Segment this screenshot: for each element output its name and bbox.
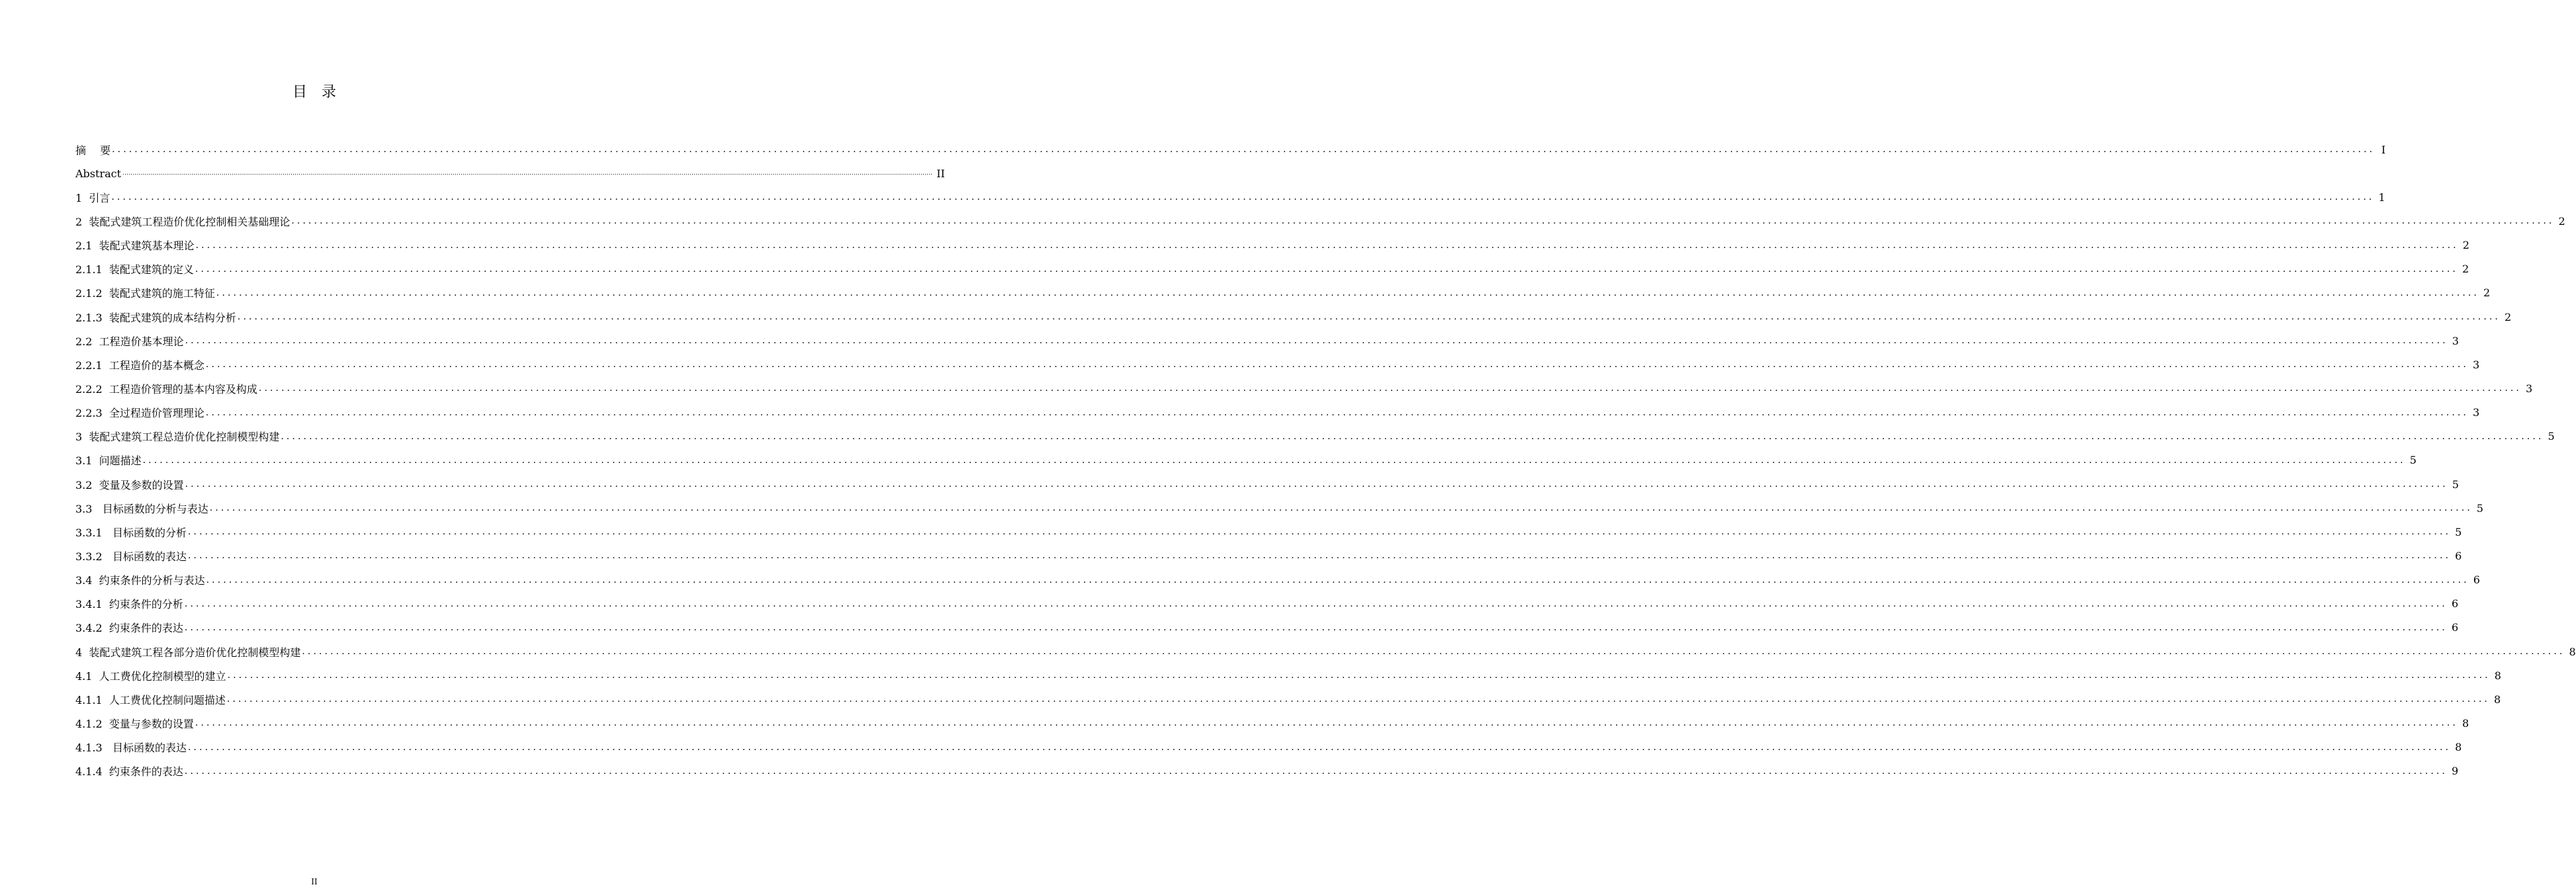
toc-entry-label: 3.3.2 目标函数的表达: [75, 548, 187, 564]
toc-entry-page: 5: [2452, 478, 2459, 491]
toc-entry-label: 3.4 约束条件的分析与表达: [75, 572, 206, 587]
table-of-contents: [75, 138, 2576, 783]
toc-entry-page: 8: [2569, 645, 2576, 658]
toc-entry-label: 4.1.3 目标函数的表达: [75, 740, 187, 755]
toc-entry-label: 2.2 工程造价基本理论: [75, 333, 185, 349]
dot-leader: ................................................................................................................................................................................................................................................................................................................................................................................................................: [205, 359, 2469, 370]
toc-entry[interactable]: [75, 520, 2462, 544]
toc-entry[interactable]: [75, 161, 945, 185]
toc-entry-label: 2.1.2 装配式建筑的施工特征: [75, 285, 216, 300]
toc-entry[interactable]: [75, 472, 2459, 496]
dot-leader: ................................................................................................................................................................................................................................................................................................................................................................................................................: [209, 503, 2473, 514]
dot-leader: ................................................................................................................................................................................................................................................................................................................................................................................................................: [226, 694, 2490, 705]
toc-entry-label: Abstract: [75, 167, 122, 180]
dot-leader: ................................................................................................................................................................................................................................................................................................................................................................................................................: [216, 287, 2479, 298]
dot-leader: ................................................................................................................................................................................................................................................................................................................................................................................................................: [187, 741, 2452, 753]
dot-leader: ................................................................................................................................................................................................................................................................................................................................................................................................................: [237, 312, 2501, 323]
dot-leader: ................................................................................................................................................................................................................................................................................................................................................................................................................: [195, 239, 2459, 251]
toc-entry[interactable]: [75, 305, 2512, 329]
dot-leader: ................................................................................................................................................................................................................................................................................................................................................................................................................: [142, 454, 2406, 466]
toc-entry[interactable]: [75, 353, 2480, 376]
dot-leader: ................................................................................................................................................................................................................................................................................................................................................................................................................: [184, 765, 2448, 777]
toc-entry[interactable]: [75, 568, 2480, 592]
toc-entry-page: 8: [2493, 693, 2501, 706]
toc-entry-label: 2.2.3 全过程造价管理理论: [75, 405, 205, 420]
toc-entry-label: 3.3.1 目标函数的分析: [75, 525, 187, 540]
dot-leader: ................................................................................................................................................................................................................................................................................................................................................................................................................: [195, 718, 2458, 729]
toc-entry-label: 4 装配式建筑工程各部分造价优化控制模型构建: [75, 644, 301, 659]
dot-leader: ................................................................................................................................................................................................................................................................................................................................................................................................................: [184, 622, 2448, 633]
toc-entry[interactable]: [75, 687, 2501, 711]
toc-entry-label: 3 装配式建筑工程总造价优化控制模型构建: [75, 429, 280, 444]
toc-entry[interactable]: [75, 329, 2459, 353]
dot-leader: ................................................................................................................................................................................................................................................................................................................................................................................................................: [227, 670, 2491, 681]
toc-entry-label: 3.2 变量及参数的设置: [75, 477, 185, 492]
dot-leader: ................................................................................................................................................................................................................................................................................................................................................................................................................: [111, 192, 2375, 203]
toc-entry-page: 6: [2451, 597, 2459, 611]
toc-entry[interactable]: [75, 616, 2459, 640]
toc-entry[interactable]: [75, 209, 2565, 233]
toc-entry-page: 3: [2472, 406, 2480, 419]
dot-leader: ................................................................................................................................................................................................................................................................................................................................................................................................................: [302, 646, 2565, 657]
toc-entry-page: 3: [2452, 334, 2459, 347]
toc-entry-label: 2.1 装配式建筑基本理论: [75, 237, 195, 253]
toc-entry-page: 6: [2455, 549, 2462, 562]
toc-entry[interactable]: [75, 663, 2501, 687]
toc-entry[interactable]: [75, 257, 2469, 281]
toc-entry[interactable]: [75, 448, 2417, 472]
toc-entry-page: 5: [2548, 430, 2555, 443]
toc-entry-page: 1: [2378, 190, 2385, 204]
toc-entry[interactable]: [75, 544, 2462, 568]
page-title: 目 录: [292, 84, 336, 101]
toc-entry-page: 6: [2451, 621, 2459, 634]
dot-leader: ................................................................................................................................................................................................................................................................................................................................................................................................................: [281, 431, 2544, 442]
dot-leader: ................................................................................................................................................................................................................................................................................................................................................................................................................: [206, 574, 2469, 585]
dot-leader: ................................................................................................................................................................................................................................................................................................................................................................................................................: [195, 263, 2458, 275]
toc-entry-label: 2.1.3 装配式建筑的成本结构分析: [75, 310, 237, 325]
toc-entry-page: 2: [2558, 214, 2565, 228]
toc-entry[interactable]: [75, 736, 2462, 759]
toc-entry-label: 2.1.1 装配式建筑的定义: [75, 261, 195, 276]
toc-entry-label: 4.1 人工费优化控制模型的建立: [75, 668, 227, 683]
dot-leader: ................................................................................................................................................................................................................................................................................................................................................................................................................: [258, 383, 2522, 394]
toc-entry-label: 3.4.1 约束条件的分析: [75, 596, 184, 611]
toc-entry[interactable]: [75, 640, 2576, 663]
toc-entry-label: 4.1.2 变量与参数的设置: [75, 716, 195, 731]
dot-leader: ................................................................................................................................................................................................................................................................................................................................................................................................................: [184, 598, 2448, 609]
toc-entry-page: 6: [2473, 573, 2480, 587]
toc-entry-page: 2: [2462, 239, 2469, 252]
toc-entry-page: 5: [2455, 525, 2462, 538]
toc-entry-page: 8: [2462, 716, 2469, 730]
toc-entry-page: 3: [2472, 358, 2480, 371]
toc-entry[interactable]: [75, 376, 2533, 400]
dot-leader: ................................................................................................................................................................................................................................................................................................................................................................................................................: [122, 170, 933, 177]
toc-entry-page: 9: [2451, 765, 2459, 778]
toc-entry-page: I: [2381, 143, 2386, 156]
toc-entry[interactable]: [75, 185, 2385, 209]
toc-entry[interactable]: [75, 401, 2480, 425]
toc-entry-label: 3.4.2 约束条件的表达: [75, 620, 184, 635]
toc-entry-label: 2.2.2 工程造价管理的基本内容及构成: [75, 381, 258, 396]
toc-entry-label: 摘 要: [75, 142, 111, 157]
toc-entry-page: 8: [2494, 669, 2501, 682]
page-number: II: [311, 877, 318, 886]
toc-entry[interactable]: [75, 759, 2459, 783]
toc-entry[interactable]: [75, 711, 2469, 735]
toc-entry-label: 2.2.1 工程造价的基本概念: [75, 357, 205, 372]
toc-entry-label: 3.3 目标函数的分析与表达: [75, 501, 209, 516]
toc-entry-page: 5: [2476, 501, 2483, 515]
dot-leader: ................................................................................................................................................................................................................................................................................................................................................................................................................: [291, 216, 2555, 227]
toc-entry-label: 2 装配式建筑工程造价优化控制相关基础理论: [75, 214, 290, 229]
toc-entry-page: II: [936, 167, 945, 180]
toc-entry[interactable]: [75, 233, 2469, 257]
toc-entry-page: 2: [2504, 310, 2512, 323]
toc-entry-page: 3: [2525, 382, 2533, 395]
toc-entry-page: 2: [2483, 286, 2491, 300]
dot-leader: ................................................................................................................................................................................................................................................................................................................................................................................................................: [185, 335, 2448, 347]
toc-entry[interactable]: [75, 592, 2459, 616]
dot-leader: ................................................................................................................................................................................................................................................................................................................................................................................................................: [187, 527, 2452, 538]
toc-entry[interactable]: [75, 281, 2491, 305]
toc-entry-label: 3.1 问题描述: [75, 452, 142, 468]
toc-entry-page: 2: [2462, 263, 2469, 276]
toc-entry-label: 1 引言: [75, 190, 111, 205]
dot-leader: ................................................................................................................................................................................................................................................................................................................................................................................................................: [205, 407, 2469, 418]
toc-entry[interactable]: [75, 425, 2555, 448]
toc-entry-page: 5: [2409, 454, 2417, 467]
toc-entry-label: 4.1.4 约束条件的表达: [75, 763, 184, 779]
toc-entry-label: 4.1.1 人工费优化控制问题描述: [75, 692, 226, 707]
dot-leader: ................................................................................................................................................................................................................................................................................................................................................................................................................: [185, 479, 2448, 490]
dot-leader: ................................................................................................................................................................................................................................................................................................................................................................................................................: [112, 144, 2376, 155]
dot-leader: ................................................................................................................................................................................................................................................................................................................................................................................................................: [187, 550, 2452, 562]
toc-entry[interactable]: [75, 138, 2386, 161]
toc-entry-page: 8: [2455, 741, 2462, 754]
toc-entry[interactable]: [75, 496, 2483, 520]
